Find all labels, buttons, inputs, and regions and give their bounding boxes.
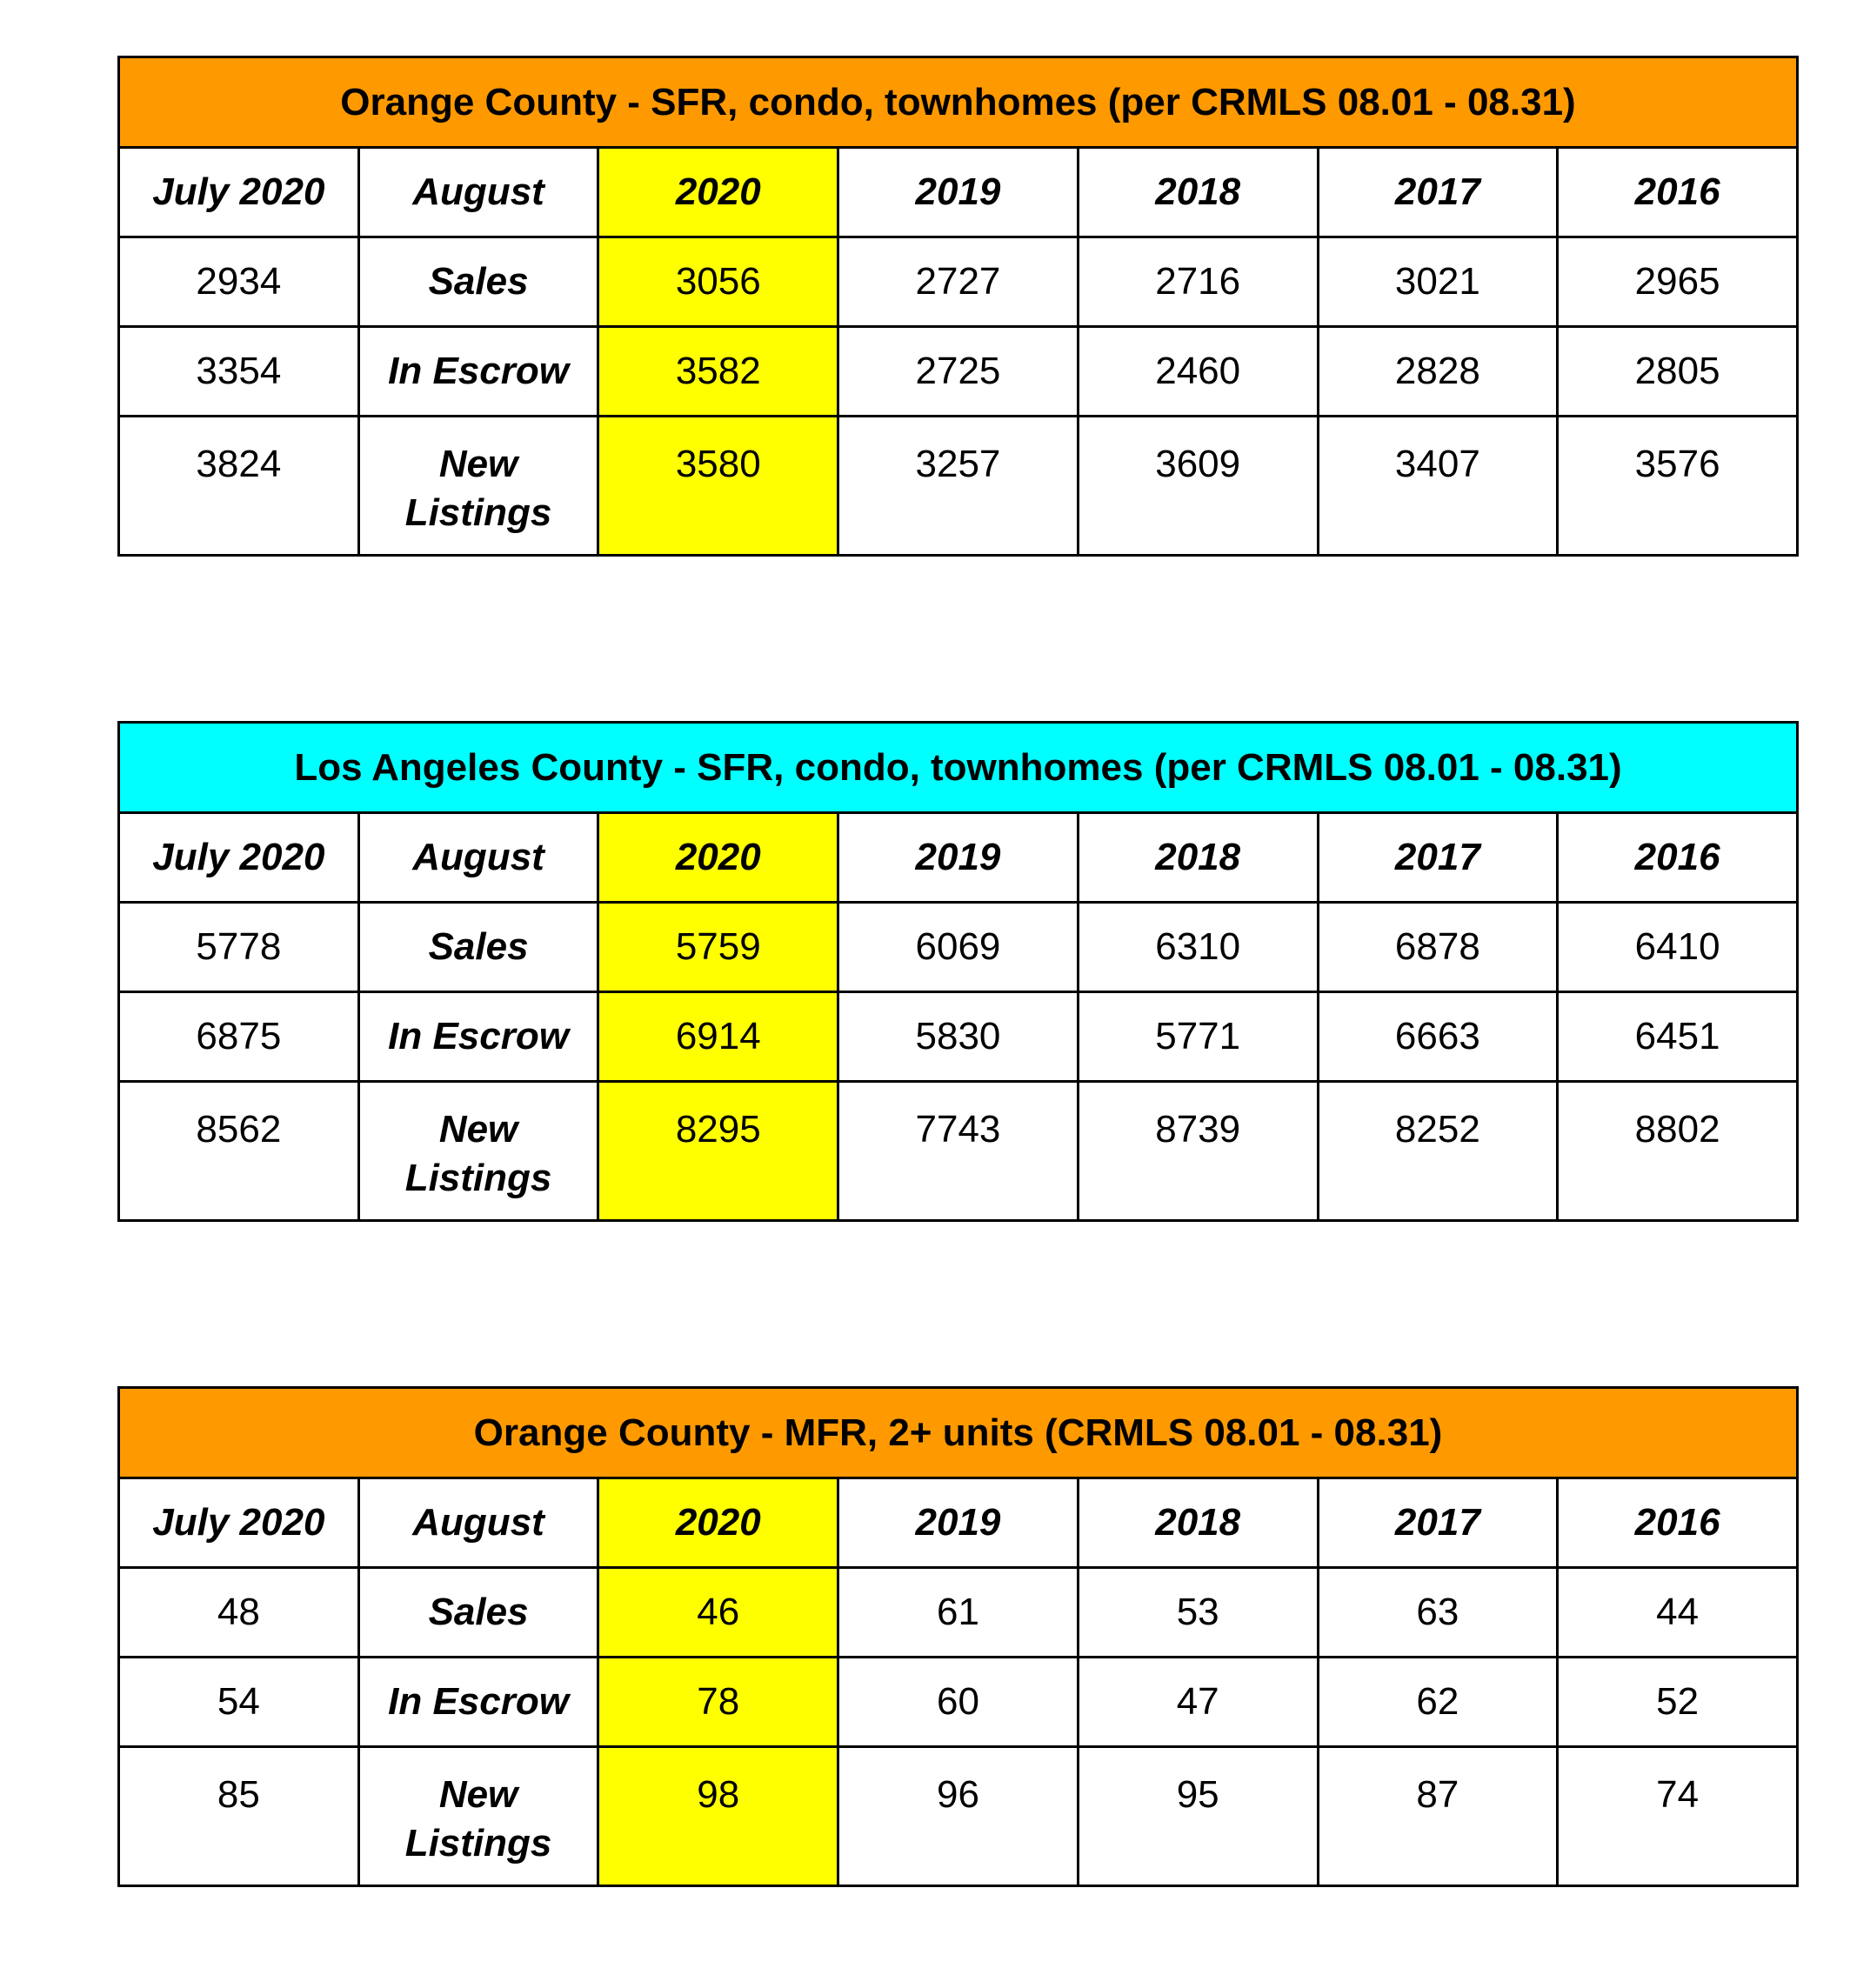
prev-month-value: 6875 [119, 992, 359, 1082]
prev-month-value: 3824 [119, 417, 359, 556]
value-2016: 2805 [1558, 327, 1798, 417]
col-month: August [358, 148, 598, 237]
header-row [119, 148, 1798, 237]
col-prev-month: July 2020 [119, 1478, 359, 1568]
value-2016: 6410 [1558, 903, 1798, 992]
row-label-escrow: In Escrow [358, 992, 598, 1082]
value-2017: 62 [1318, 1658, 1558, 1747]
escrow-row [119, 327, 1798, 417]
col-year-2016: 2016 [1558, 813, 1798, 903]
row-label-listings-line2: Listings [404, 1157, 552, 1199]
sales-row [119, 903, 1798, 992]
value-2016: 52 [1558, 1658, 1798, 1747]
col-year-2019: 2019 [838, 1478, 1079, 1568]
value-2017: 6663 [1318, 992, 1558, 1082]
col-year-2019: 2019 [838, 813, 1079, 903]
row-label-sales: Sales [358, 903, 598, 992]
prev-month-value: 8562 [119, 1082, 359, 1221]
row-label-escrow: In Escrow [358, 1658, 598, 1747]
header-row [119, 813, 1798, 903]
row-label-escrow: In Escrow [358, 327, 598, 417]
header-row [119, 1478, 1798, 1568]
escrow-row [119, 992, 1798, 1082]
row-label-sales: Sales [358, 237, 598, 327]
value-2017: 3407 [1318, 417, 1558, 556]
prev-month-value: 3354 [119, 327, 359, 417]
value-2019: 2727 [838, 237, 1079, 327]
row-label-listings-line1: New [438, 1108, 518, 1151]
value-2019: 2725 [838, 327, 1079, 417]
row-label-listings [358, 417, 598, 556]
value-2018: 5771 [1078, 992, 1318, 1082]
table-title: Orange County - SFR, condo, townhomes (per CRMLS 08.01 - 08.31) [119, 57, 1798, 148]
col-year-2020: 2020 [598, 148, 838, 237]
value-2016: 8802 [1558, 1082, 1798, 1221]
row-label-listings-line1: New [438, 443, 518, 485]
col-year-2018: 2018 [1078, 1478, 1318, 1568]
col-year-2016: 2016 [1558, 148, 1798, 237]
value-2017: 2828 [1318, 327, 1558, 417]
col-year-2019: 2019 [838, 148, 1079, 237]
value-2018: 95 [1078, 1747, 1318, 1886]
prev-month-value: 5778 [119, 903, 359, 992]
col-year-2017: 2017 [1318, 813, 1558, 903]
value-2018: 47 [1078, 1658, 1318, 1747]
col-year-2018: 2018 [1078, 813, 1318, 903]
col-year-2020: 2020 [598, 813, 838, 903]
value-2017: 8252 [1318, 1082, 1558, 1221]
value-2018: 2716 [1078, 237, 1318, 327]
value-2016: 74 [1558, 1747, 1798, 1886]
listings-row [119, 1082, 1798, 1221]
col-prev-month: July 2020 [119, 148, 359, 237]
value-2017: 87 [1318, 1747, 1558, 1886]
col-year-2020: 2020 [598, 1478, 838, 1568]
value-2019: 61 [838, 1568, 1079, 1658]
value-2017: 63 [1318, 1568, 1558, 1658]
value-2016: 3576 [1558, 417, 1798, 556]
col-year-2017: 2017 [1318, 1478, 1558, 1568]
value-2016: 6451 [1558, 992, 1798, 1082]
orange-county-sfr-table [117, 56, 1799, 557]
row-label-listings [358, 1082, 598, 1221]
value-2018: 2460 [1078, 327, 1318, 417]
value-2020: 3582 [598, 327, 838, 417]
listings-row [119, 1747, 1798, 1886]
value-2016: 44 [1558, 1568, 1798, 1658]
row-label-listings-line1: New [438, 1773, 518, 1816]
value-2020: 5759 [598, 903, 838, 992]
escrow-row [119, 1658, 1798, 1747]
value-2017: 6878 [1318, 903, 1558, 992]
value-2018: 3609 [1078, 417, 1318, 556]
row-label-listings-line2: Listings [404, 491, 552, 534]
value-2020: 78 [598, 1658, 838, 1747]
value-2020: 8295 [598, 1082, 838, 1221]
value-2019: 60 [838, 1658, 1079, 1747]
value-2019: 5830 [838, 992, 1079, 1082]
prev-month-value: 48 [119, 1568, 359, 1658]
value-2020: 98 [598, 1747, 838, 1886]
row-label-sales: Sales [358, 1568, 598, 1658]
value-2020: 6914 [598, 992, 838, 1082]
row-label-listings-line2: Listings [404, 1822, 552, 1865]
value-2016: 2965 [1558, 237, 1798, 327]
col-month: August [358, 813, 598, 903]
prev-month-value: 54 [119, 1658, 359, 1747]
value-2018: 53 [1078, 1568, 1318, 1658]
row-label-listings [358, 1747, 598, 1886]
value-2018: 6310 [1078, 903, 1318, 992]
sales-row [119, 237, 1798, 327]
value-2019: 7743 [838, 1082, 1079, 1221]
prev-month-value: 2934 [119, 237, 359, 327]
col-year-2018: 2018 [1078, 148, 1318, 237]
value-2020: 46 [598, 1568, 838, 1658]
value-2020: 3580 [598, 417, 838, 556]
prev-month-value: 85 [119, 1747, 359, 1886]
value-2018: 8739 [1078, 1082, 1318, 1221]
col-year-2017: 2017 [1318, 148, 1558, 237]
value-2019: 96 [838, 1747, 1079, 1886]
table-title: Orange County - MFR, 2+ units (CRMLS 08.01 - 08.31) [119, 1388, 1798, 1478]
value-2020: 3056 [598, 237, 838, 327]
sales-row [119, 1568, 1798, 1658]
col-month: August [358, 1478, 598, 1568]
table-title: Los Angeles County - SFR, condo, townhomes (per CRMLS 08.01 - 08.31) [119, 723, 1798, 813]
los-angeles-county-sfr-table [117, 721, 1799, 1222]
value-2019: 6069 [838, 903, 1079, 992]
col-prev-month: July 2020 [119, 813, 359, 903]
listings-row [119, 417, 1798, 556]
value-2017: 3021 [1318, 237, 1558, 327]
orange-county-mfr-table [117, 1386, 1799, 1887]
col-year-2016: 2016 [1558, 1478, 1798, 1568]
value-2019: 3257 [838, 417, 1079, 556]
